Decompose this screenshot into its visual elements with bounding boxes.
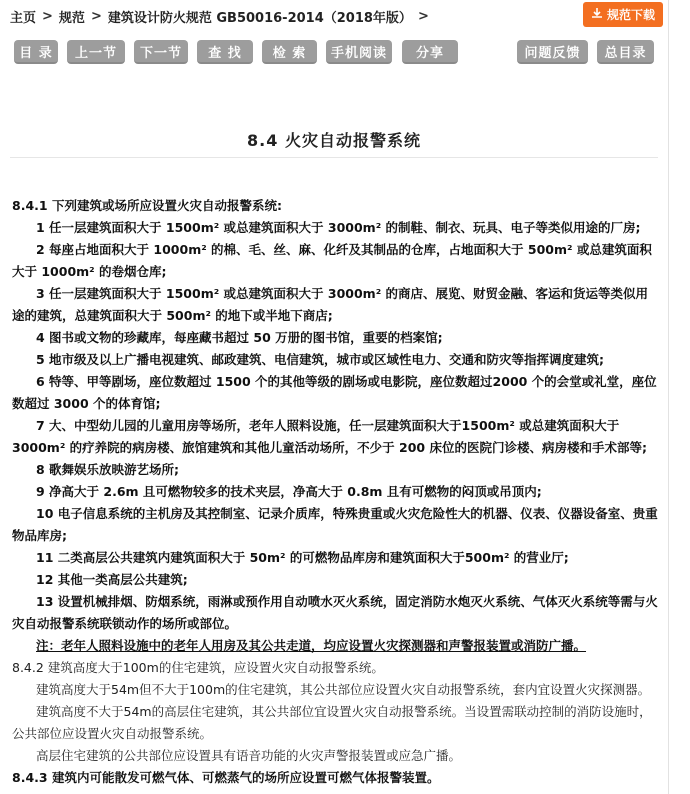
download-button[interactable] (583, 2, 663, 27)
prev-section-button[interactable]: 上一节 (67, 40, 125, 64)
title-divider (10, 157, 658, 158)
list-item: 6 特等、甲等剧场，座位数超过 1500 个的其他等级的剧场或电影院，座位数超过2000 个的会堂或礼堂，座位数超过 3000 个的体育馆; (12, 374, 657, 411)
breadcrumb-separator: > (42, 8, 53, 24)
clause-8-4-3-heading: 8.4.3 建筑内可能散发可燃气体、可燃蒸气的场所应设置可燃气体报警装置。 (12, 770, 440, 785)
clause-paragraph: 建筑高度不大于54m的高层住宅建筑，其公共部位宜设置火灾自动报警系统。当设置需联动控制的消防设施时，公共部位应设置火灾自动报警系统。 (12, 704, 652, 741)
breadcrumb-doc-title[interactable]: 建筑设计防火规范 GB50016-2014（2018年版） (107, 10, 412, 26)
download-button-label: 规范下载 (606, 8, 655, 22)
feedback-button[interactable]: 问题反馈 (517, 40, 588, 64)
share-button[interactable]: 分享 (402, 40, 458, 64)
next-section-button[interactable]: 下一节 (134, 40, 188, 64)
list-item: 7 大、中型幼儿园的儿童用房等场所，老年人照料设施，任一层建筑面积大于1500m² 或总建筑面积大于 3000m² 的疗养院的病房楼、旅馆建筑和其他儿童活动场所，不少于 200 床位的医院门诊楼、病房楼和手术部等; (12, 418, 647, 455)
clause-paragraph: 高层住宅建筑的公共部位应设置具有语音功能的火灾声警报装置或应急广播。 (36, 748, 462, 763)
list-item: 8 歌舞娱乐放映游艺场所; (36, 462, 180, 477)
find-button[interactable]: 查 找 (197, 40, 253, 64)
breadcrumb-separator: > (90, 8, 102, 24)
clause-paragraph: 建筑高度大于54m但不大于100m的住宅建筑，其公共部位应设置火灾自动报警系统，套内宜设置火灾探测器。 (36, 682, 651, 697)
search-button[interactable]: 检 索 (262, 40, 317, 64)
list-item: 5 地市级及以上广播电视建筑、邮政建筑、电信建筑，城市或区域性电力、交通和防灾等指挥调度建筑; (36, 352, 605, 367)
breadcrumb-separator: > (417, 8, 429, 24)
list-item: 4 图书或文物的珍藏库，每座藏书超过 50 万册的图书馆，重要的档案馆; (36, 330, 443, 345)
list-item: 11 二类高层公共建筑内建筑面积大于 50m² 的可燃物品库房和建筑面积大于500m² 的营业厅; (36, 550, 569, 565)
full-catalog-button[interactable]: 总目录 (597, 40, 654, 64)
list-item: 10 电子信息系统的主机房及其控制室、记录介质库，特殊贵重或火灾危险性大的机器、仪表、仪器设备室、贵重物品库房; (12, 506, 658, 543)
list-item: 2 每座占地面积大于 1000m² 的棉、毛、丝、麻、化纤及其制品的仓库，占地面积大于 500m² 或总建筑面积大于 1000m² 的卷烟仓库; (12, 242, 652, 279)
list-item: 13 设置机械排烟、防烟系统，雨淋或预作用自动喷水灭火系统，固定消防水炮灭火系统、气体灭火系统等需与火灾自动报警系统联锁动作的场所或部位。 (12, 594, 658, 631)
list-item: 12 其他一类高层公共建筑; (36, 572, 188, 587)
breadcrumb-category[interactable]: 规范 (58, 10, 85, 26)
list-item: 1 任一层建筑面积大于 1500m² 或总建筑面积大于 3000m² 的制鞋、制衣、玩具、电子等类似用途的厂房; (36, 220, 641, 235)
breadcrumb-home[interactable]: 主页 (10, 10, 37, 26)
breadcrumb (10, 6, 429, 26)
clause-8-4-1-heading: 8.4.1 下列建筑或场所应设置火灾自动报警系统: (12, 198, 282, 213)
list-item: 9 净高大于 2.6m 且可燃物较多的技术夹层，净高大于 0.8m 且有可燃物的闷顶或吊顶内; (36, 484, 542, 499)
list-item: 3 任一层建筑面积大于 1500m² 或总建筑面积大于 3000m² 的商店、展览、财贸金融、客运和货运等类似用途的建筑，总建筑面积大于 500m² 的地下或半地下商店; (12, 286, 649, 323)
clause-8-4-2-heading: 8.4.2 建筑高度大于100m的住宅建筑，应设置火灾自动报警系统。 (12, 660, 384, 675)
article-body (12, 195, 660, 789)
mobile-read-button[interactable]: 手机阅读 (326, 40, 392, 64)
clause-note: 注：老年人照料设施中的老年人用房及其公共走道，均应设置火灾探测器和声警报装置或消防广播。 (36, 638, 587, 653)
section-title: 8.4 火灾自动报警系统 (247, 131, 421, 150)
download-icon (591, 7, 603, 22)
catalog-button[interactable]: 目 录 (14, 40, 58, 64)
